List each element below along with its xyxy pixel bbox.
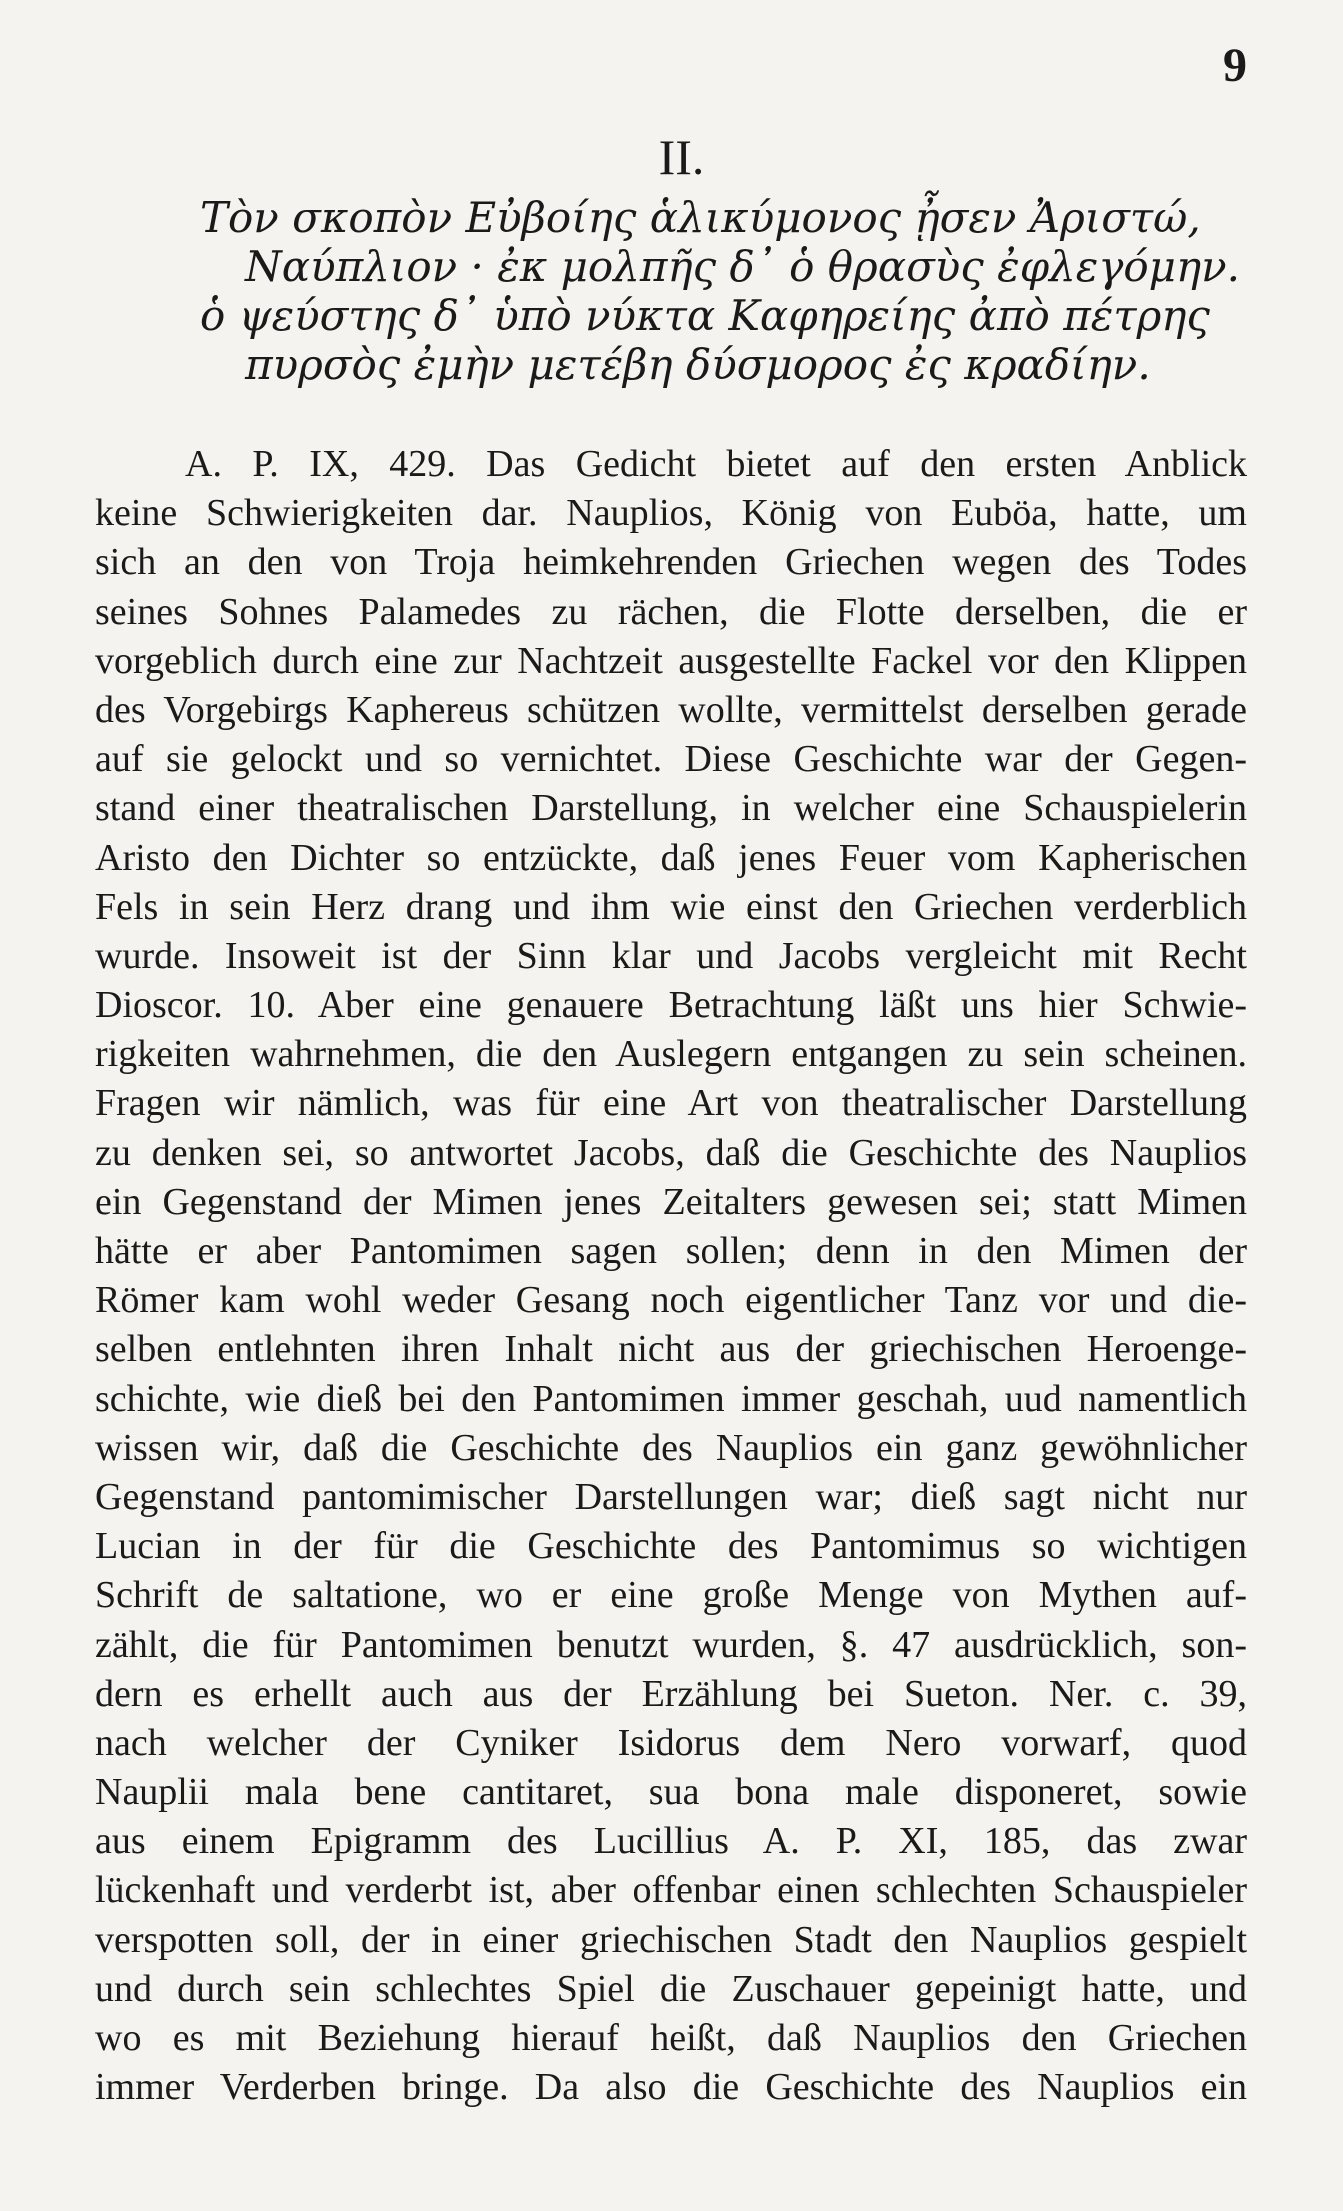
text-line: und durch sein schlechtes Spiel die Zuschauer gepeinigt hatte, und (95, 1967, 1247, 2010)
text-line: nach welcher der Cyniker Isidorus dem Nero vorwarf, quod (95, 1721, 1247, 1764)
text-line: lückenhaft und verderbt ist, aber offenbar einen schlechten Schauspieler (95, 1869, 1247, 1912)
text-line: dern es erhellt auch aus der Erzählung bei Sueton. Ner. c. 39, (95, 1672, 1247, 1715)
text-line: selben entlehnten ihren Inhalt nicht aus der griechischen Heroenge- (95, 1328, 1247, 1371)
greek-epigram (0, 193, 1343, 389)
text-line: ein Gegenstand der Mimen jenes Zeitalters gewesen sei; statt Mimen (95, 1180, 1247, 1223)
text-line: des Vorgebirgs Kaphereus schützen wollte, vermittelst derselben gerade (95, 688, 1247, 731)
verse-line: Τὸν σκοπὸν Εὐβοίης ἁλικύμονος ᾖσεν Ἀριστώ, (200, 193, 1201, 242)
text-line: immer Verderben bringe. Da also die Geschichte des Nauplios ein (95, 2066, 1247, 2109)
text-line: A. P. IX, 429. Das Gedicht bietet auf den ersten Anblick (185, 443, 1247, 485)
verse-line: Ναύπλιον · ἐκ μολπῆς δ᾽ ὁ θρασὺς ἐφλεγόμην. (245, 242, 1240, 291)
body-paragraph (95, 440, 1247, 2112)
text-line: wo es mit Beziehung hierauf heißt, daß Nauplios den Griechen (95, 2017, 1247, 2059)
text-line: hätte er aber Pantomimen sagen sollen; denn in den Mimen der (95, 1230, 1247, 1272)
text-line: zu denken sei, so antwortet Jacobs, daß die Geschichte des Nauplios (95, 1131, 1247, 1174)
text-line: schichte, wie dieß bei den Pantomimen immer geschah, uud namentlich (95, 1377, 1247, 1420)
section-heading: II. (658, 129, 705, 185)
verse-line: ὁ ψεύστης δ᾽ ὑπὸ νύκτα Καφηρείης ἀπὸ πέτρης (200, 291, 1210, 340)
text-line: Aristo den Dichter so entzückte, daß jenes Feuer vom Kapherischen (95, 836, 1247, 879)
page-number: 9 (1223, 39, 1247, 92)
text-line: vorgeblich durch eine zur Nachtzeit ausgestellte Fackel vor den Klippen (95, 639, 1247, 682)
text-line: Fragen wir nämlich, was für eine Art von theatralischer Darstellung (95, 1082, 1247, 1125)
text-line: stand einer theatralischen Darstellung, in welcher eine Schauspielerin (95, 787, 1247, 830)
text-line: Fels in sein Herz drang und ihm wie einst den Griechen verderblich (95, 885, 1247, 928)
text-line: aus einem Epigramm des Lucillius A. P. XI, 185, das zwar (95, 1820, 1247, 1863)
text-line: verspotten soll, der in einer griechischen Stadt den Nauplios gespielt (95, 1918, 1247, 1961)
text-line: zählt, die für Pantomimen benutzt wurden, §. 47 ausdrücklich, son- (95, 1623, 1247, 1666)
text-line: Römer kam wohl weder Gesang noch eigentlicher Tanz vor und die- (95, 1279, 1247, 1322)
text-line: auf sie gelockt und so vernichtet. Diese Geschichte war der Gegen- (95, 738, 1247, 781)
text-line: seines Sohnes Palamedes zu rächen, die Flotte derselben, die er (95, 590, 1247, 633)
text-line: Dioscor. 10. Aber eine genauere Betrachtung läßt uns hier Schwie- (95, 984, 1247, 1027)
text-line: Gegenstand pantomimischer Darstellungen war; dieß sagt nicht nur (95, 1475, 1247, 1518)
text-line: wurde. Insoweit ist der Sinn klar und Jacobs vergleicht mit Recht (95, 934, 1247, 977)
text-line: wissen wir, daß die Geschichte des Nauplios ein ganz gewöhnlicher (95, 1426, 1247, 1469)
text-line: rigkeiten wahrnehmen, die den Auslegern entgangen zu sein scheinen. (95, 1033, 1247, 1076)
text-line: Lucian in der für die Geschichte des Pantomimus so wichtigen (95, 1525, 1247, 1568)
text-line: keine Schwierigkeiten dar. Nauplios, König von Euböa, hatte, um (95, 492, 1247, 535)
text-line: Schrift de saltatione, wo er eine große Menge von Mythen auf- (95, 1574, 1247, 1617)
text-line: Nauplii mala bene cantitaret, sua bona male disponeret, sowie (95, 1771, 1247, 1814)
text-line: sich an den von Troja heimkehrenden Griechen wegen des Todes (95, 541, 1247, 584)
verse-line: πυρσὸς ἐμὴν μετέβη δύσμορος ἐς κραδίην. (245, 340, 1151, 389)
